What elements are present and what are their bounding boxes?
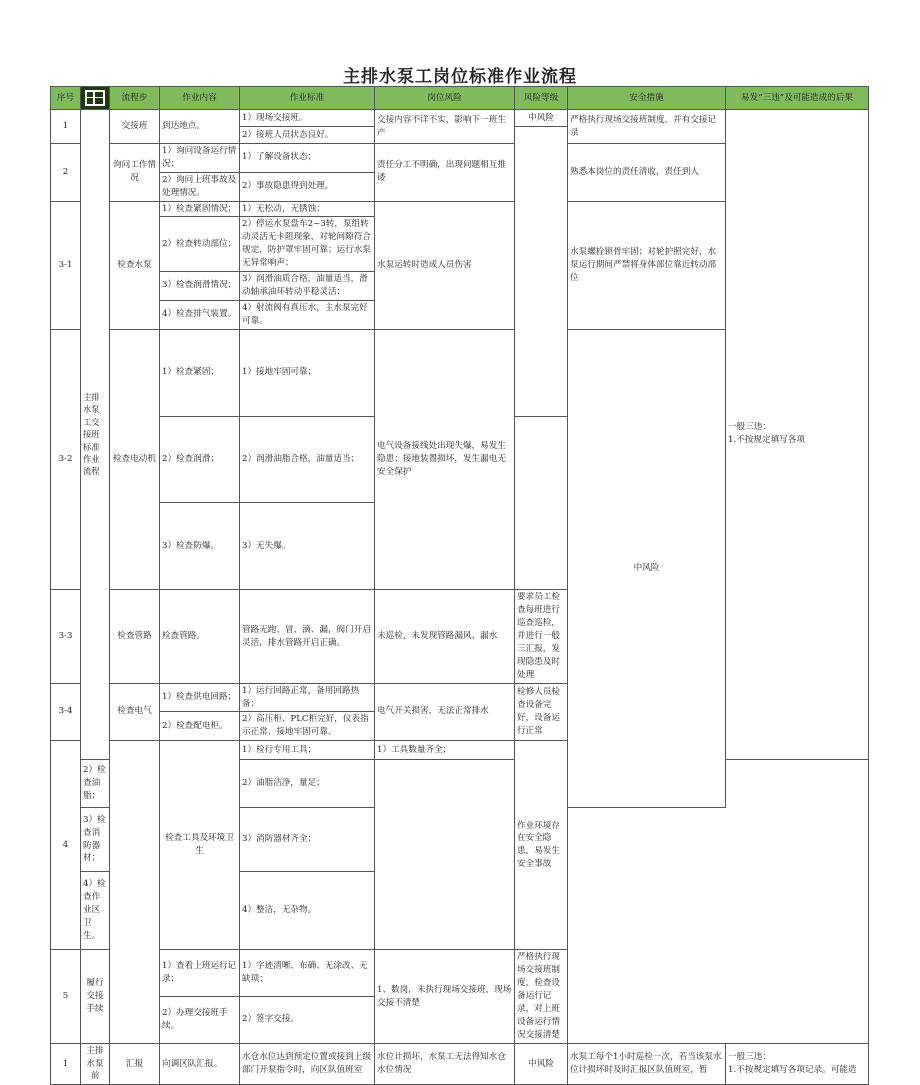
table-row bbox=[51, 110, 869, 127]
risk: 交接内容不详不实，影响下一班生产 bbox=[375, 110, 515, 144]
work-standard: 1）了解设备状态； bbox=[240, 144, 375, 173]
row-no: 2 bbox=[51, 144, 81, 202]
measure: 熟悉本岗位的责任清收，责任到人 bbox=[568, 144, 726, 202]
work-content: 1）检查供电回路； bbox=[160, 683, 240, 712]
work-content: 2）检查转动部位； bbox=[160, 217, 240, 272]
work-content: 到达地点。 bbox=[160, 110, 240, 144]
work-standard: 2）润滑油脂合格，油量适当； bbox=[240, 416, 375, 503]
work-content: 4）检查作业区卫生。 bbox=[81, 871, 110, 950]
flow-step: 汇报 bbox=[110, 1043, 160, 1085]
flow-step: 询问工作情况 bbox=[110, 144, 160, 202]
header-no: 序号 bbox=[51, 87, 81, 110]
work-standard: 4）射流阀有真压水，主水泵完好可靠。 bbox=[240, 300, 375, 329]
flow-step: 检查水泵 bbox=[110, 201, 160, 329]
work-standard: 2）事故隐患得到处理。 bbox=[240, 172, 375, 201]
header-row bbox=[51, 87, 869, 110]
work-standard: 2）停运水泵盘车2~3转，泵组转动灵活无卡阻现象，对轮间隙符合规定，防护罩牢固可靠；运行水泵无异常响声； bbox=[240, 217, 375, 272]
flow-step: 履行交接手续 bbox=[81, 950, 110, 1043]
work-standard: 1）接地牢固可靠； bbox=[240, 329, 375, 416]
row-no: 5 bbox=[51, 950, 81, 1043]
group-label: 主排水泵工交接班标准作业流程 bbox=[81, 110, 110, 760]
work-content: 2）检查润滑； bbox=[160, 416, 240, 503]
work-standard: 1）运行回路正常，备用回路热备； bbox=[240, 683, 375, 712]
work-content: 1）查看上班运行记录； bbox=[160, 950, 240, 997]
measure: 严格执行现场交接班制度，检查设备运行记录，对上班设备运行情况交接清楚 bbox=[515, 950, 568, 1043]
risk: 电气设备接线处出现失爆，易发生隐患；接地装置损坏，发生漏电无安全保护 bbox=[375, 329, 515, 590]
row-no: 4 bbox=[51, 741, 81, 950]
work-content: 1）检查紧固； bbox=[160, 329, 240, 416]
risk-level: 中风险 bbox=[515, 1043, 568, 1085]
header-standard: 作业标准 bbox=[240, 87, 375, 110]
sop-table bbox=[50, 86, 869, 1085]
work-standard: 3）润滑油质合格，油量适当，滑动轴承油环转动平稳灵活； bbox=[240, 272, 375, 301]
work-content: 1）询问设备运行情况； bbox=[160, 144, 240, 173]
risk: 1、数岗，未执行现场交接班，现场交接不清楚 bbox=[375, 950, 515, 1043]
flow-step: 交接班 bbox=[110, 110, 160, 144]
work-standard: 水仓水位达到预定位置或接到上级部门开泵指令时，向区队值班室 bbox=[240, 1043, 375, 1085]
measure: 水泵螺栓锁骨牢固；对轮护照完好，水泵运行期间严禁将身体部位靠近转动部位 bbox=[568, 201, 726, 329]
consequence: 一般三违： 1.不按规定填写各项 bbox=[726, 110, 869, 760]
work-standard: 1）现场交接班。 bbox=[240, 110, 375, 127]
work-standard: 1）无松动，无锈蚀； bbox=[240, 201, 375, 217]
work-content: 3）检查润滑情况； bbox=[160, 272, 240, 301]
work-standard: 3）消防器材齐全； bbox=[240, 808, 375, 872]
risk-level: 中风险 bbox=[515, 110, 568, 127]
work-standard: 1）字迹清晰、布确、无涂改、无缺项； bbox=[240, 950, 375, 997]
risk: 水位计损坏，水泵工无法得知水仓水位情况 bbox=[375, 1043, 515, 1085]
work-content: 1）检查紧固情况； bbox=[160, 201, 240, 217]
flow-step: 检查电气 bbox=[110, 683, 160, 741]
work-content: 1）检行专用工具； bbox=[240, 741, 375, 760]
work-content: 3）检查消防器材； bbox=[81, 808, 110, 872]
header-level: 风险等级 bbox=[515, 87, 568, 110]
work-content: 3）检查防爆。 bbox=[160, 503, 240, 590]
measure: 要求员工检查每班进行巡查巡检，并进行一般三汇报，发现隐患及时处理 bbox=[515, 590, 568, 683]
table-row bbox=[51, 950, 869, 997]
work-content: 2）询问上班事故及处理情况。 bbox=[160, 172, 240, 201]
header-consequence: 易发“三违”及可能造成的后果 bbox=[726, 87, 869, 110]
flow-step: 检查工具及环境卫生 bbox=[160, 741, 240, 950]
flow-step: 检查电动机 bbox=[110, 329, 160, 590]
work-standard: 4）整洁，无杂物。 bbox=[240, 871, 375, 950]
work-standard: 2）签字交接。 bbox=[240, 997, 375, 1044]
work-standard: 2）接班人员状态良好。 bbox=[240, 127, 375, 144]
risk: 水泵运转时造成人员伤害 bbox=[375, 201, 515, 329]
header-content: 作业内容 bbox=[160, 87, 240, 110]
risk: 作业环境存在安全隐患，易发生安全事故 bbox=[515, 741, 568, 950]
measure: 严格执行现场交接班制度，并有交接记录 bbox=[568, 110, 726, 144]
flow-step: 检查管路 bbox=[110, 590, 160, 683]
work-content: 2）检查配电柜。 bbox=[160, 712, 240, 741]
risk-level-empty bbox=[515, 127, 568, 417]
work-content: 向调区队汇报。 bbox=[160, 1043, 240, 1085]
risk: 责任分工不明确，出现问题相互推诿 bbox=[375, 144, 515, 202]
consequence: 一般三违： 1.不按规定填写各项记录。可能造 bbox=[726, 1043, 869, 1085]
header-flow: 流程步 bbox=[110, 87, 160, 110]
risk-level: 中风险 bbox=[568, 329, 726, 808]
work-standard: 2）油脂洁净，量足； bbox=[240, 759, 375, 808]
section-label: 主排水泵前 bbox=[81, 1043, 110, 1085]
work-content: 检查管路。 bbox=[160, 590, 240, 683]
work-content: 4）检查排气装置。 bbox=[160, 300, 240, 329]
row-no: 1 bbox=[51, 110, 81, 144]
work-standard: 3）无失爆。 bbox=[240, 503, 375, 590]
row-no: 3-4 bbox=[51, 683, 81, 741]
measure: 检修人员检查设备完好，设备运行正常 bbox=[515, 683, 568, 741]
grid-icon bbox=[85, 90, 105, 106]
header-icon-cell bbox=[81, 87, 110, 110]
row-no: 3-3 bbox=[51, 590, 81, 683]
work-content: 2）检查油脂； bbox=[81, 759, 110, 808]
row-no: 3-2 bbox=[51, 329, 81, 590]
work-standard: 2）高压柜、PLC柜完好，仪表指示正常，接地牢固可靠。 bbox=[240, 712, 375, 741]
risk: 电气开关损害，无法正常排水 bbox=[375, 683, 515, 741]
measure: 水泵工每个1小时巡检一次，若当该泵水位计损坏时及时汇报区队值班室，暂 bbox=[568, 1043, 726, 1085]
risk: 未巡检，未发现管路漏风、漏水 bbox=[375, 590, 515, 683]
work-content: 2）办理交接班手续。 bbox=[160, 997, 240, 1044]
row-no: 1 bbox=[51, 1043, 81, 1085]
page-title: 主排水泵工岗位标准作业流程 bbox=[343, 67, 577, 87]
row-no: 3-1 bbox=[51, 201, 81, 329]
header-risk: 岗位风险 bbox=[375, 87, 515, 110]
group-label-cont bbox=[110, 741, 160, 1043]
table-row bbox=[51, 1043, 869, 1085]
header-measures: 安全措施 bbox=[568, 87, 726, 110]
work-standard: 管路无跑、冒、滴、漏，阀门开启灵活，排水管路开启正确。 bbox=[240, 590, 375, 683]
work-standard: 1）工具数量齐全； bbox=[375, 741, 515, 760]
